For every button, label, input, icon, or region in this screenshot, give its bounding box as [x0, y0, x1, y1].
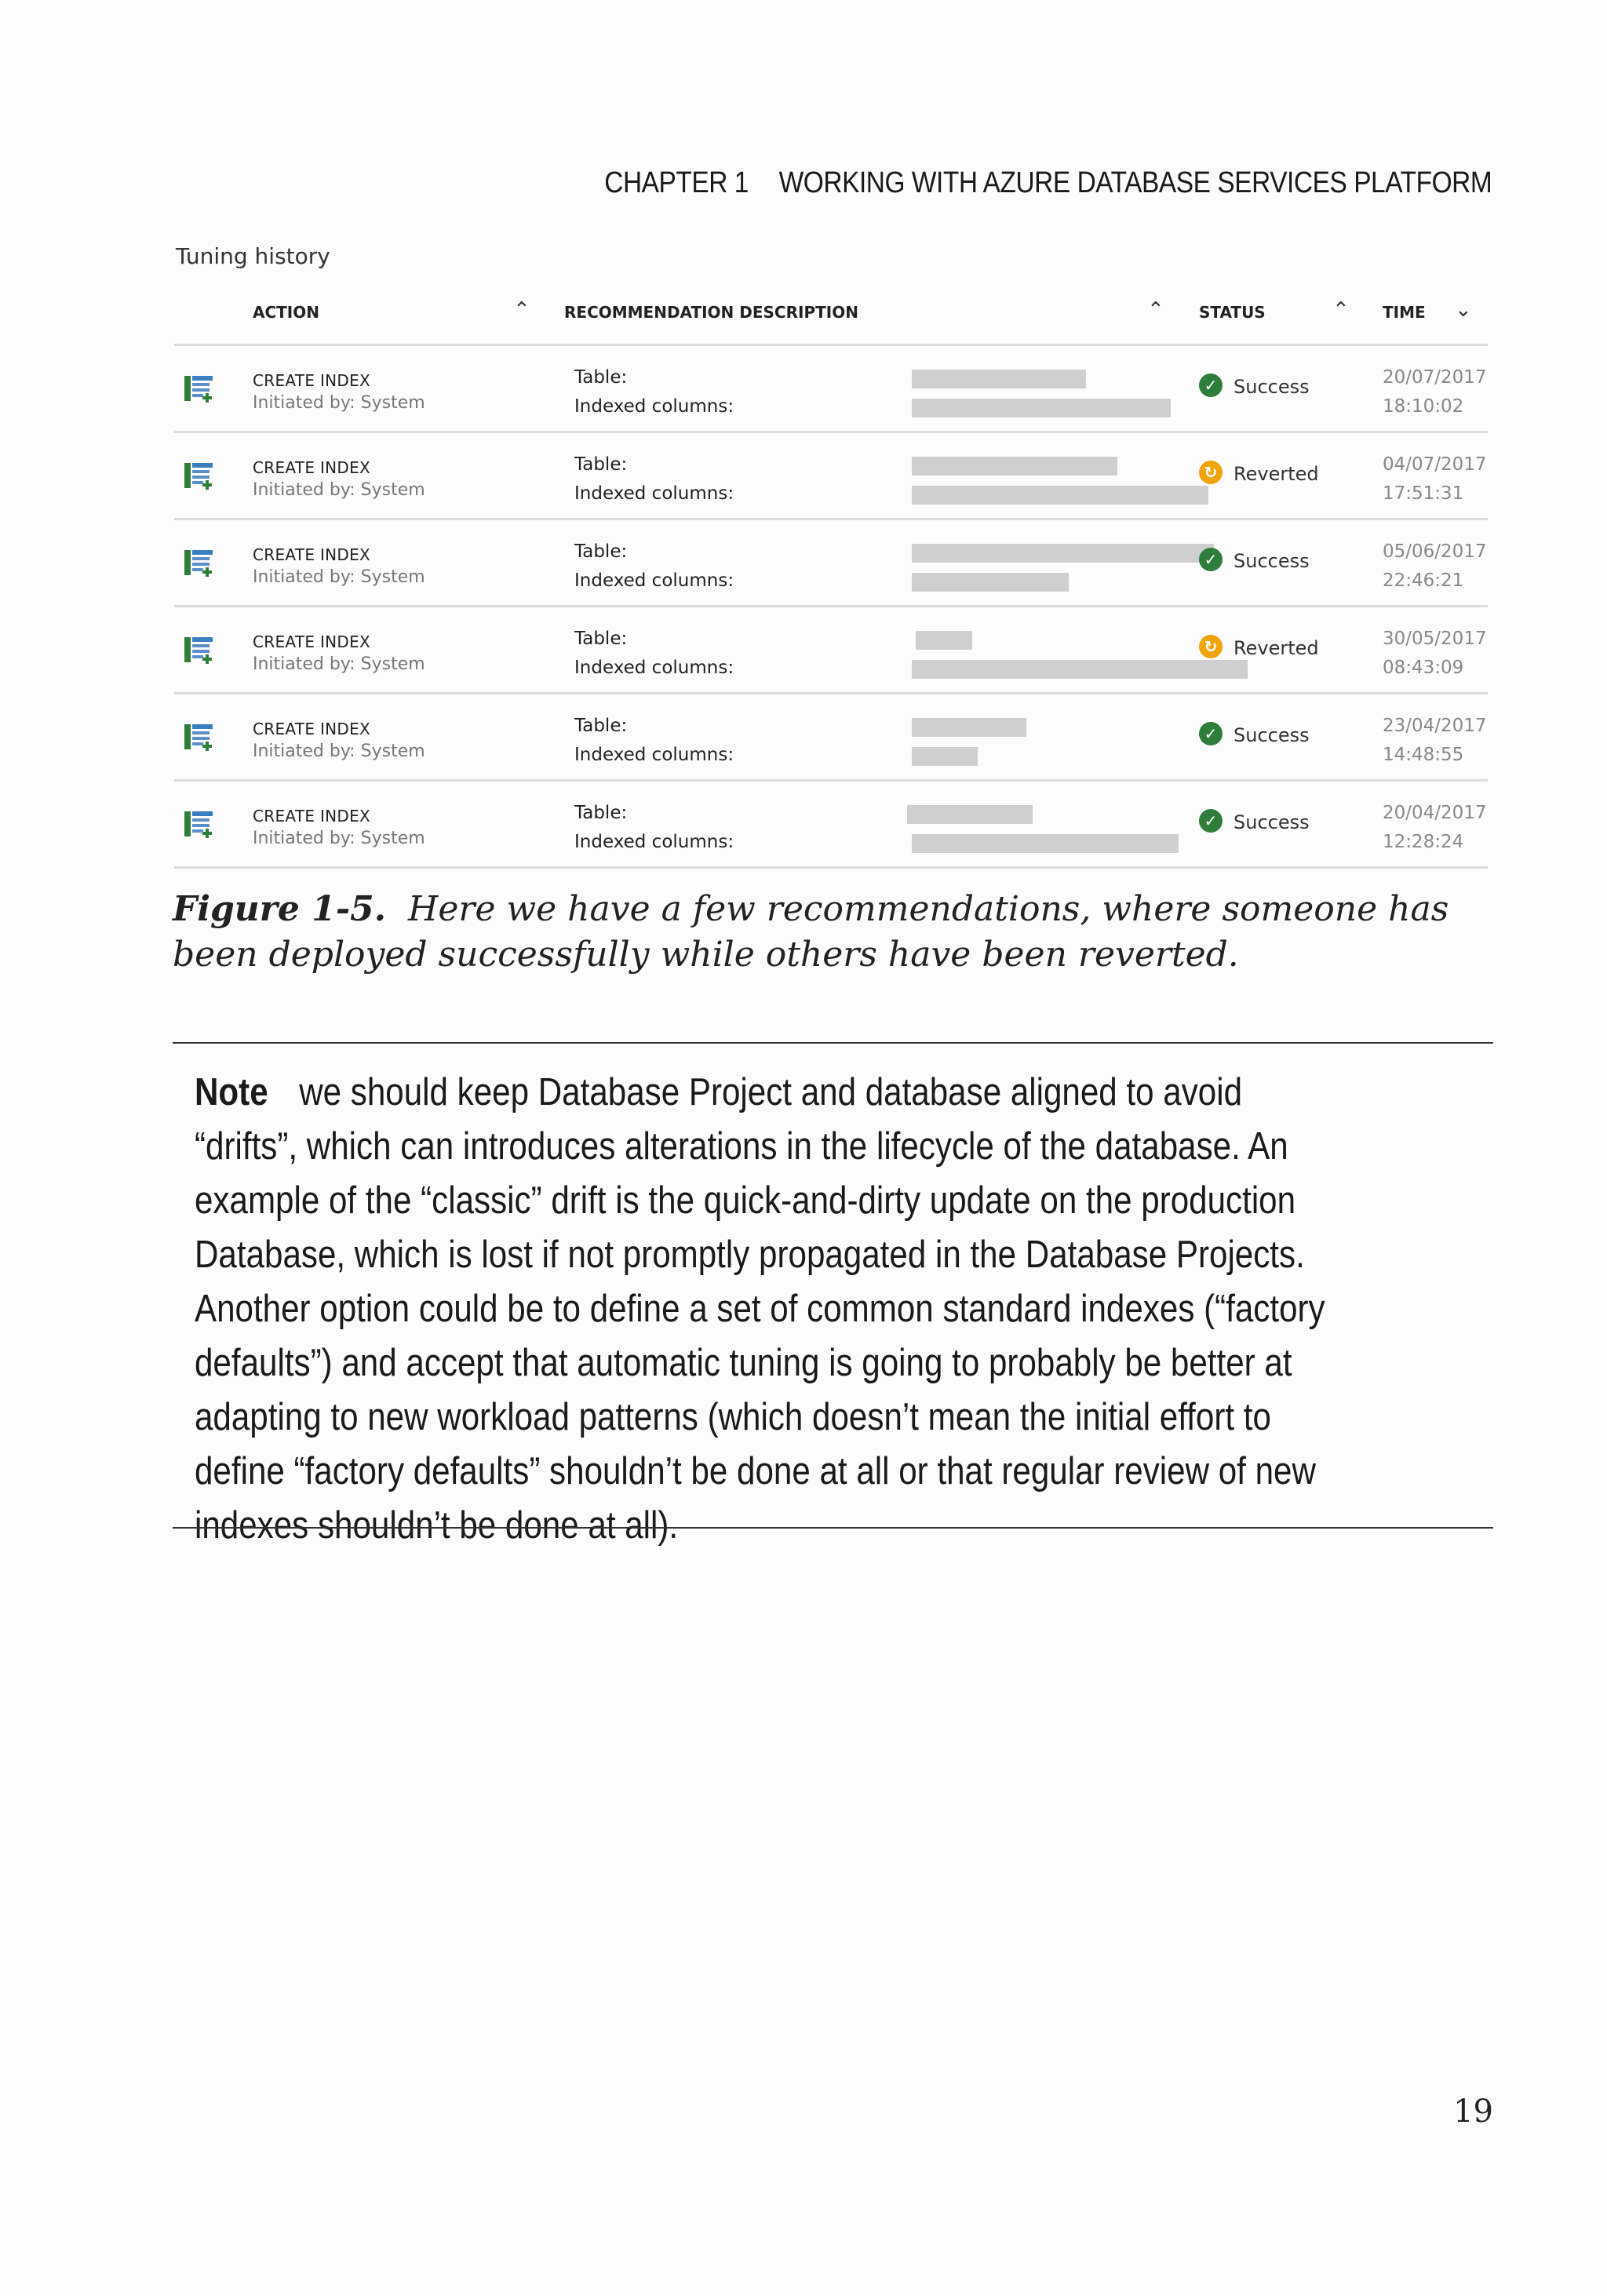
time-cell — [1383, 799, 1487, 857]
page-number: 19 — [1453, 2094, 1493, 2130]
redacted-columns — [912, 399, 1171, 417]
table-header — [174, 298, 1488, 334]
indexed-columns-label: Indexed columns: — [574, 745, 734, 765]
redacted-columns — [912, 573, 1069, 592]
action-cell — [253, 720, 425, 761]
tuning-history-title: Tuning history — [176, 243, 330, 269]
check-circle-icon: ✓ — [1199, 548, 1223, 571]
table-label: Table: — [574, 541, 628, 562]
description-cell — [574, 625, 734, 683]
chapter-title: WORKING WITH AZURE DATABASE SERVICES PLATFORM — [778, 166, 1492, 199]
table-label: Table: — [574, 367, 628, 388]
time-clock: 08:43:09 — [1383, 658, 1464, 678]
column-status[interactable]: STATUS — [1199, 303, 1266, 322]
table-add-icon — [184, 810, 215, 840]
initiated-by: Initiated by: System — [253, 829, 425, 848]
figure-caption — [173, 887, 1507, 978]
time-clock: 18:10:02 — [1383, 396, 1464, 417]
status-cell — [1199, 637, 1319, 661]
time-cell — [1383, 363, 1487, 421]
initiated-by: Initiated by: System — [253, 480, 425, 500]
redacted-columns — [912, 660, 1248, 679]
initiated-by: Initiated by: System — [253, 393, 425, 413]
chevron-up-icon[interactable]: ⌃ — [1147, 298, 1164, 322]
table-add-icon — [184, 461, 215, 491]
status-text: Reverted — [1233, 463, 1319, 485]
table-label: Table: — [574, 716, 628, 736]
time-date: 20/04/2017 — [1383, 803, 1487, 823]
description-cell — [574, 450, 734, 508]
action-name: CREATE INDEX — [253, 545, 371, 564]
status-cell — [1199, 724, 1310, 748]
check-circle-icon: ✓ — [1199, 722, 1223, 745]
figure-screenshot — [174, 243, 1488, 863]
description-cell — [574, 363, 734, 421]
revert-circle-icon: ↻ — [1199, 635, 1223, 658]
time-date: 04/07/2017 — [1383, 454, 1487, 475]
chevron-up-icon[interactable]: ⌃ — [1332, 298, 1350, 322]
column-time[interactable]: TIME — [1383, 303, 1426, 322]
action-name: CREATE INDEX — [253, 632, 371, 651]
redacted-table-name — [916, 631, 972, 650]
initiated-by: Initiated by: System — [253, 567, 425, 587]
time-clock: 14:48:55 — [1383, 745, 1464, 765]
redacted-columns — [912, 747, 978, 766]
table-row[interactable] — [174, 344, 1488, 431]
action-cell — [253, 371, 425, 413]
table-label: Table: — [574, 629, 628, 649]
table-add-icon — [184, 636, 215, 665]
tuning-history-table — [174, 344, 1488, 869]
status-text: Success — [1233, 811, 1310, 833]
table-row[interactable] — [174, 779, 1488, 869]
description-cell — [574, 799, 734, 857]
running-head — [604, 166, 1492, 200]
note-top-rule — [173, 1042, 1493, 1044]
table-add-icon — [184, 723, 215, 753]
table-label: Table: — [574, 454, 628, 475]
note-text: we should keep Database Project and database aligned to avoid “drifts”, which can introduces alterations in the lifecycle of the database. An example of the “classic” drift is the quick-and-dirty update on the production Database, which is lost if not promptly propagated in the Database Projects. Another option could be to define a set of common standard indexes (“factory defaults”) and accept that automatic tuning is going to probably be better at adapting to new workload patterns (which doesn’t mean the initial effort to define “factory defaults” shouldn’t be done at all or that regular review of new indexes shouldn’t be done at all). — [195, 1071, 1325, 1547]
table-label: Table: — [574, 803, 628, 823]
table-row[interactable] — [174, 518, 1488, 605]
chevron-down-icon[interactable]: ⌄ — [1455, 298, 1472, 322]
check-circle-icon: ✓ — [1199, 374, 1223, 397]
time-cell — [1383, 450, 1487, 508]
revert-circle-icon: ↻ — [1199, 461, 1223, 484]
time-clock: 22:46:21 — [1383, 570, 1464, 591]
description-cell — [574, 538, 734, 596]
table-row[interactable] — [174, 692, 1488, 779]
status-cell — [1199, 463, 1319, 487]
action-cell — [253, 545, 425, 587]
indexed-columns-label: Indexed columns: — [574, 570, 734, 591]
redacted-table-name — [912, 544, 1214, 563]
initiated-by: Initiated by: System — [253, 654, 425, 674]
time-date: 05/06/2017 — [1383, 541, 1487, 562]
description-cell — [574, 712, 734, 770]
chapter-label: CHAPTER 1 — [603, 166, 749, 199]
time-clock: 12:28:24 — [1383, 832, 1464, 852]
time-cell — [1383, 625, 1487, 683]
status-cell — [1199, 550, 1310, 574]
chevron-up-icon[interactable]: ⌃ — [513, 298, 530, 322]
action-cell — [253, 632, 425, 674]
table-row[interactable] — [174, 431, 1488, 518]
redacted-table-name — [907, 805, 1033, 824]
status-text: Success — [1233, 550, 1310, 572]
initiated-by: Initiated by: System — [253, 742, 425, 761]
status-cell — [1199, 811, 1310, 835]
time-date: 30/05/2017 — [1383, 629, 1487, 649]
indexed-columns-label: Indexed columns: — [574, 396, 734, 417]
column-description[interactable]: RECOMMENDATION DESCRIPTION — [564, 303, 858, 322]
time-clock: 17:51:31 — [1383, 483, 1464, 504]
redacted-table-name — [912, 457, 1117, 476]
action-name: CREATE INDEX — [253, 458, 371, 477]
status-cell — [1199, 376, 1310, 399]
indexed-columns-label: Indexed columns: — [574, 658, 734, 678]
table-add-icon — [184, 548, 215, 578]
redacted-table-name — [912, 718, 1026, 737]
table-row[interactable] — [174, 605, 1488, 692]
action-cell — [253, 458, 425, 500]
action-name: CREATE INDEX — [253, 807, 371, 825]
table-add-icon — [184, 374, 215, 404]
time-date: 20/07/2017 — [1383, 367, 1487, 388]
caption-text: Here we have a few recommendations, where someone has been deployed successfully while others have been reverted. — [173, 889, 1449, 975]
time-cell — [1383, 538, 1487, 596]
note-bottom-rule — [173, 1527, 1493, 1529]
note-label: Note — [195, 1071, 268, 1113]
indexed-columns-label: Indexed columns: — [574, 483, 734, 504]
redacted-table-name — [912, 370, 1086, 388]
time-cell — [1383, 712, 1487, 770]
status-text: Reverted — [1233, 637, 1319, 659]
status-text: Success — [1233, 724, 1310, 746]
time-date: 23/04/2017 — [1383, 716, 1487, 736]
check-circle-icon: ✓ — [1199, 809, 1223, 833]
note-block — [195, 1066, 1328, 1553]
redacted-columns — [912, 834, 1179, 853]
column-action[interactable]: ACTION — [253, 303, 319, 322]
action-name: CREATE INDEX — [253, 720, 371, 738]
status-text: Success — [1233, 376, 1310, 398]
indexed-columns-label: Indexed columns: — [574, 832, 734, 852]
action-cell — [253, 807, 425, 848]
action-name: CREATE INDEX — [253, 371, 371, 390]
caption-label: Figure 1-5. — [173, 889, 387, 929]
redacted-columns — [912, 486, 1208, 505]
